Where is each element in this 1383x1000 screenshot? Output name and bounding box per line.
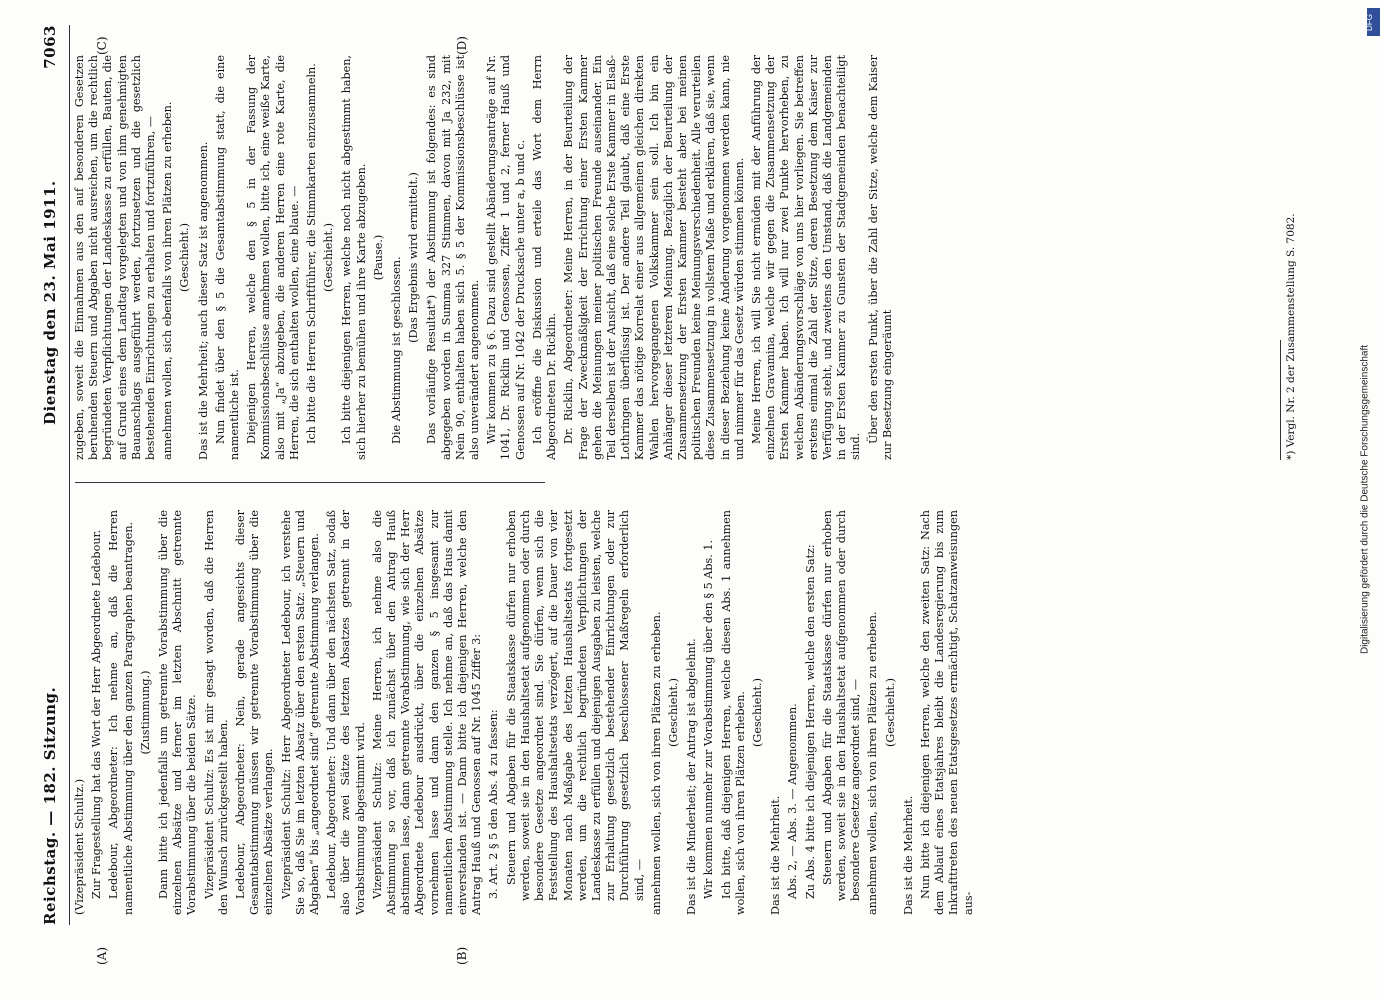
paragraph: Über den ersten Punkt, über die Zahl der Sitze, welche dem Kaiser zur Besetzung eingeräumt — [866, 55, 894, 460]
paragraph: Ich bitte, daß diejenigen Herren, welche diesen Abs. 1 annehmen wollen, sich von ihren Plätzen erheben. — [719, 510, 747, 915]
paragraph: annehmen wollen, sich von ihren Plätzen zu erheben. — [866, 611, 880, 915]
paragraph: Dr. Ricklin, Abgeordneter: Meine Herren, in der Beurteilung der Frage der Zweckmäßigkeit der Errichtung einer Ersten Kammer gehen die Meinungen meiner politischen Freunde auseinander. Ein Teil derselben ist der Ansicht, daß eine solche Erste Kammer in Elsaß-Lothringen überflüssig ist. Der andere Teil glaubt, daß eine Erste Kammer das nötige Korrelat einer aus allgemeinen gleichen direkten Wahlen hervorgegangenen Volkskammer sein soll. Ich bin ein Anhänger dieser letzteren Meinung. Bezüglich der Beurteilung der Zusammensetzung der Ersten Kammer besteht aber bei meinen politischen Freunden keine Meinungsverschiedenheit. Alle verurteilen diese Zusammensetzung in vollstem Maße und erklären, daß sie, wenn in dieser Beziehung keine Änderung vorgenommen werden kann, nie und nimmer für das Gesetz würden stimmen können. — [562, 55, 746, 460]
paragraph: 3. Art. 2 § 5 den Abs. 4 zu fassen: — [487, 709, 501, 899]
paragraph: Meine Herren, ich will Sie nicht ermüden mit der Anführung der einzelnen Gravamina, welche wir gegen die Zusammensetzung der Ersten Kammer haben. Ich will nur zwei Punkte hervorheben, zu welchen Abänderungsvorschläge von uns hier vorliegen. Sie betreffen erstens einmal die Zahl der Sitze, deren Besetzung dem Kaiser zur Verfügung steht, und zweitens den Umstand, daß die Landgemeinden in der Ersten Kammer zu Gunsten der Stadtgemeinden benachteiligt sind. — [749, 55, 863, 460]
paragraph: Zu Abs. 4 bitte ich diejenigen Herren, welche den ersten Satz: — [803, 544, 817, 899]
paragraph: (Geschieht.) — [750, 678, 764, 747]
paragraph: Ledebour, Abgeordneter: Nein, gerade angesichts dieser Gesamtabstimmung müssen wir getrennte Vorabstimmung über die einzelnen Absätze verlangen. — [234, 510, 276, 915]
paragraph: Ledebour, Abgeordneter: Ich nehme an, daß die Herren namentliche Abstimmung über den ganzen Paragraphen beantragen. — [107, 510, 135, 915]
paragraph: (Zustimmung.) — [138, 670, 152, 755]
paragraph: Das ist die Minderheit; der Antrag ist abgelehnt. — [685, 638, 699, 915]
paragraph: Vizepräsident Schultz: Herr Abgeordneter Ledebour, ich verstehe Sie so, daß Sie im letzten Absatz über den ersten Satz: „Steuern und Abgaben“ bis „angeordnet sind“ getrennte Abstimmung verlangen. — [279, 510, 322, 915]
margin-mark-d: (D) — [455, 36, 469, 55]
header-left: Reichstag. — 182. Sitzung. — [41, 686, 59, 925]
left-column — [73, 510, 979, 915]
right-column — [73, 55, 898, 460]
paragraph: Das ist die Mehrheit. — [901, 795, 915, 915]
paragraph: (Geschieht.) — [178, 223, 192, 292]
paragraph: Diejenigen Herren, welche den § 5 in der Fassung der Kommissionsbeschlüsse annehmen wollen, bitte ich, eine weiße Karte, also mit „Ja“ abzugeben, die anderen Herren eine rote Karte, die Herren, die sich enthalten wollen, eine blaue. — — [245, 55, 301, 460]
paragraph: Ledebour, Abgeordneter: Und dann über den nächsten Satz, sodaß also über die zwei Sätze des letzten Absatzes getrennt in der Vorabstimmung abgestimmt wird. — [325, 510, 367, 915]
paragraph: Ich bitte die Herren Schriftführer, die Stimmkarten einzusammeln. — [305, 63, 319, 444]
header-date: Dienstag den 23. Mai 1911. — [41, 180, 59, 425]
paragraph: annehmen wollen, sich von ihren Plätzen zu erheben. — [649, 611, 663, 915]
page-header — [35, 15, 65, 985]
paragraph: (Das Ergebnis wird ermittelt.) — [407, 172, 421, 343]
paragraph: zugeben, soweit die Einnahmen aus den auf besonderen Gesetzen beruhenden Steuern und Abgaben nicht ausreichen, um die rechtlich begründeten Verpflichtungen der Landeskasse zu erfüllen, Bauten, die auf Grund eines dem Landtag vorgelegten und von ihm genehmigten Bauanschlags ausgeführt werden, fortzusetzen und die gesetzlich bestehenden Einrichtungen zu erhalten und fortzuführen, — — [73, 55, 158, 460]
paragraph: Das ist die Mehrheit. — [769, 795, 783, 915]
paragraph: Ich bitte diejenigen Herren, welche noch nicht abgestimmt haben, sich hierher zu bemühen und ihre Karte abzugeben. — [340, 55, 368, 460]
digitization-credit — [1359, 14, 1379, 994]
paragraph: Die Abstimmung ist geschlossen. — [390, 256, 404, 444]
paragraph: Ich eröffne die Diskussion und erteile das Wort dem Herrn Abgeordneten Dr. Ricklin. — [530, 55, 559, 460]
paragraph: (Pause.) — [371, 234, 385, 281]
paragraph: Vizepräsident Schultz: Es ist mir gesagt worden, daß die Herren den Wunsch zurückgestellt haben. — [202, 510, 230, 915]
paragraph: Zur Fragestellung hat das Wort der Herr Abgeordnete Ledebour. — [90, 529, 104, 899]
margin-mark-b: (B) — [455, 946, 469, 965]
paragraph: Abs. 2, — Abs. 3. — Angenommen. — [786, 703, 800, 899]
credit-text: Digitalisierung gefördert durch die Deutsche Forschungsgemeinschaft — [1359, 344, 1371, 655]
paragraph: Steuern und Abgaben für die Staatskasse dürfen nur erhoben werden, soweit sie in den Haushaltsetat aufgenommen oder durch besondere Gesetze angeordnet sind. Sie dürfen, wenn sich die Feststellung des Haushaltsetats verzögert, auf die Dauer von vier Monaten nach Maßgabe des letzten Haushaltsetats fortgesetzt werden, um die rechtlich begründeten Verpflichtungen der Landeskasse zu erfüllen und diejenigen Ausgaben zu leisten, welche zur Erhaltung gesetzlich bestehender Einrichtungen oder zur Durchführung gesetzlich beschlossener Maßregeln erforderlich sind, — — [504, 510, 646, 901]
paragraph: Nun bitte ich diejenigen Herren, welche den zweiten Satz: Nach dem Ablauf eines Etatsjahres bleibt die Landesregierung bis zum Inkrafttreten des neuen Etatsgesetzes ermächtigt, Schatzanweisungen aus- — [918, 510, 975, 915]
paragraph: Dann bitte ich jedenfalls um getrennte Vorabstimmung über die einzelnen Absätze und ferner im letzten Abschnitt getrennte Vorabstimmung über die beiden Sätze. — [157, 510, 199, 915]
dfg-logo-text: DFG — [1364, 14, 1374, 31]
dfg-logo — [1364, 8, 1380, 36]
paragraph: (Geschieht.) — [322, 223, 336, 292]
rotated-page-content — [35, 15, 1325, 985]
paragraph: Wir kommen zu § 6. Dazu sind gestellt Abänderungsanträge auf Nr. 1041, Dr. Ricklin und Genossen, Ziffer 1 und 2, ferner Hauß und Genossen auf Nr. 1042 der Drucksache unter a, b und c. — [485, 55, 527, 460]
paragraph: Das vorläufige Resultat*) der Abstimmung ist folgendes: es sind abgegeben worden in Summa 327 Stimmen, davon mit Ja 232, mit Nein 90, enthalten haben sich 5. § 5 der Kommissionsbeschlüsse ist also unverändert angenommen. — [425, 55, 482, 460]
margin-mark-a: (A) — [95, 946, 109, 965]
header-rule — [69, 25, 70, 925]
paragraph: Wir kommen nunmehr zur Vorabstimmung über den § 5 Abs. 1. — [702, 539, 716, 899]
paragraph: (Geschieht.) — [883, 678, 897, 747]
margin-mark-c: (C) — [95, 36, 109, 55]
paragraph: Das ist die Mehrheit; auch dieser Satz ist angenommen. — [196, 141, 210, 460]
paragraph: annehmen wollen, sich ebenfalls von ihren Plätzen zu erheben. — [161, 101, 175, 460]
paragraph: Nun findet über den § 5 die Gesamtabstimmung statt, die eine namentliche ist. — [213, 55, 242, 460]
column-divider — [75, 482, 545, 483]
paragraph: (Geschieht.) — [666, 678, 680, 747]
footnote: *) Vergl. Nr. 2 der Zusammenstellung S. 7082. — [1285, 213, 1297, 460]
paragraph: (Vizepräsident Schultz.) — [73, 778, 86, 915]
footnote-rule — [1280, 340, 1281, 460]
paragraph: Vizepräsident Schultz: Meine Herren, ich nehme also die Abstimmung so vor, daß ich zunächst über den Antrag Hauß abstimmen lasse, dann getrennte Vorabstimmung, wie sich der Herr Abgeordnete Ledebour ausdrückt, über die einzelnen Absätze vornehmen lasse und dann den ganzen § 5 insgesamt zur namentlichen Abstimmung stelle. Ich nehme an, daß das Haus damit einverstanden ist. — Dann bitte ich diejenigen Herren, welche den Antrag Hauß und Genossen auf Nr. 1045 Ziffer 3: — [370, 510, 484, 915]
paragraph: Steuern und Abgaben für die Staatskasse dürfen nur erhoben werden, soweit sie in den Haushaltsetat aufgenommen oder durch besondere Gesetze angeordnet sind, — — [820, 510, 863, 901]
page-number: 7063 — [41, 25, 59, 69]
